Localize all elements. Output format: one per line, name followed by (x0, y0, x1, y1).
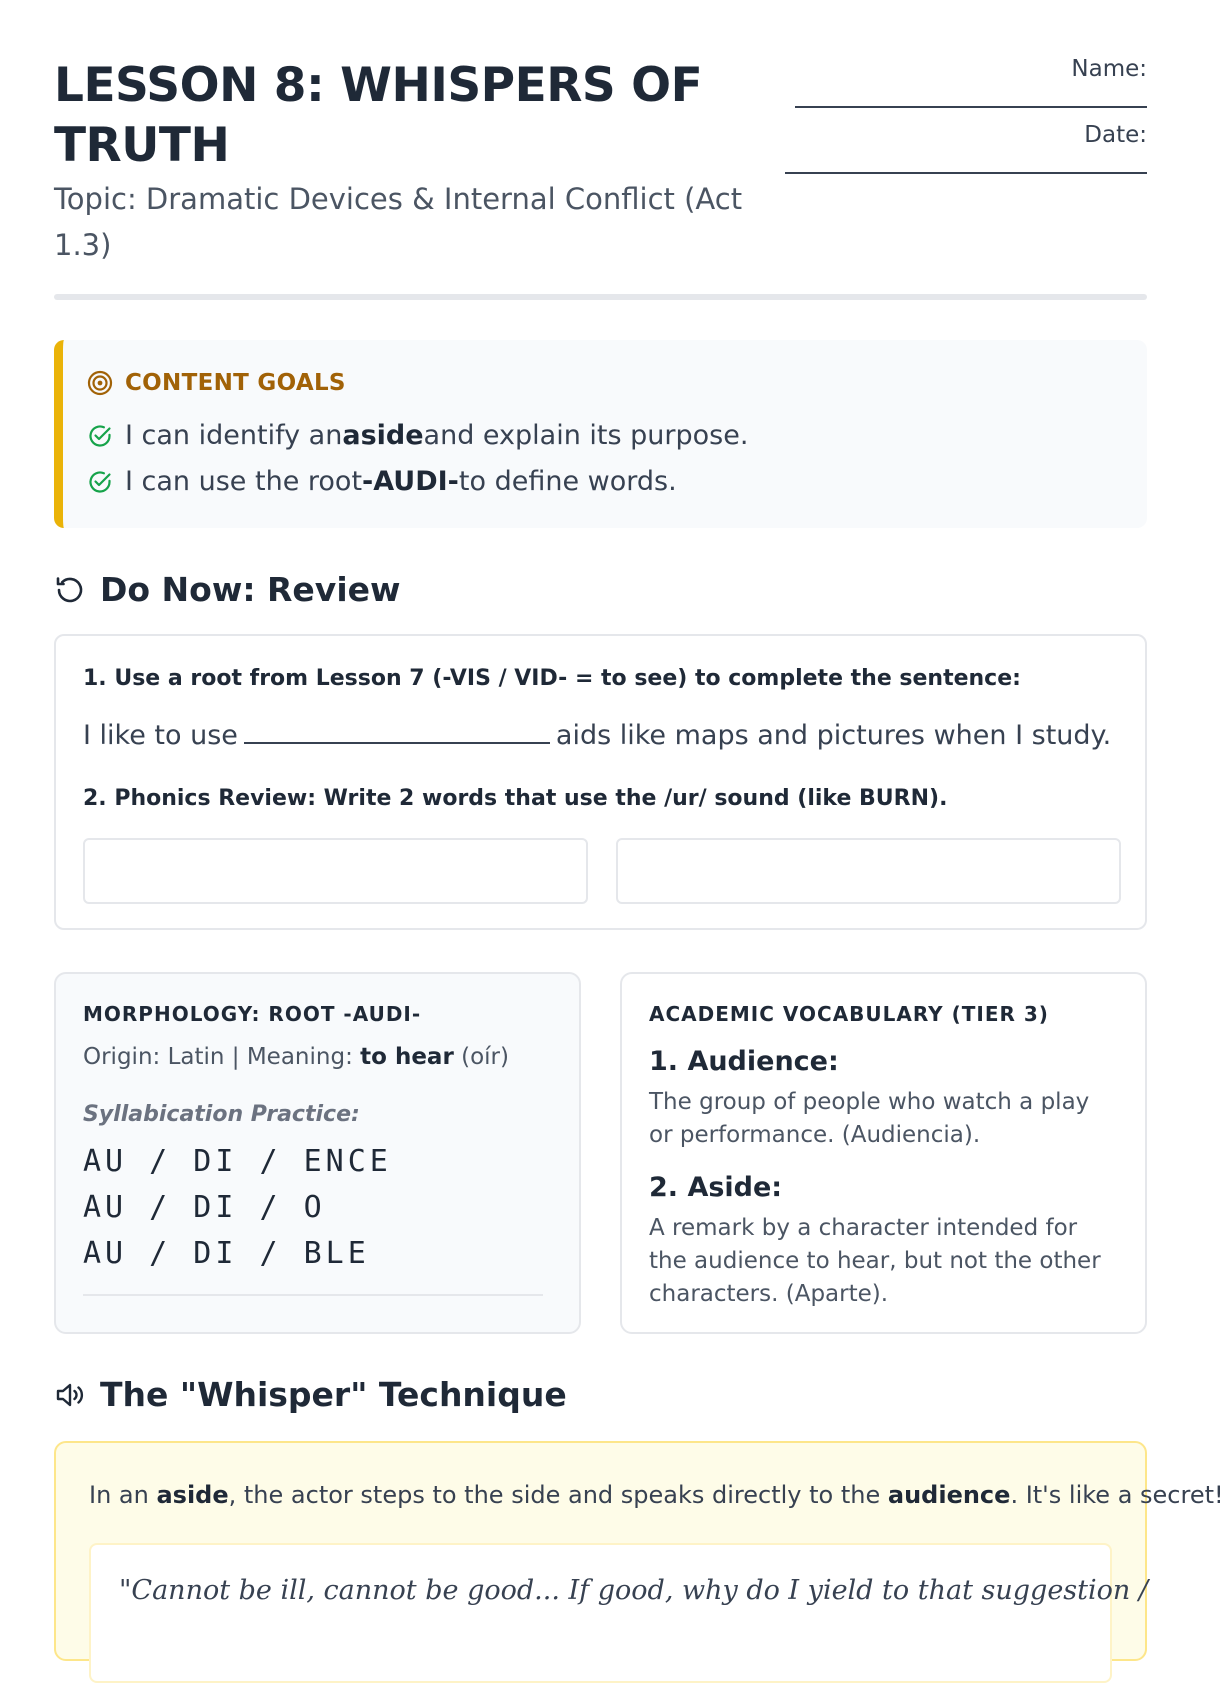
quote-box (89, 1543, 1148, 1683)
morphology-heading: MORPHOLOGY: ROOT -AUDI- (83, 1002, 422, 1026)
vocabulary-card (620, 972, 1147, 1334)
refresh-icon (54, 574, 86, 606)
morphology-card (54, 972, 581, 1334)
header-divider (54, 294, 1147, 300)
date-line[interactable] (785, 172, 1147, 174)
content-goals-title: CONTENT GOALS (125, 370, 346, 396)
goal-text: I can identify anasideand explain its purpose. (125, 420, 749, 451)
student-info (777, 56, 1147, 188)
do-now-heading (54, 570, 401, 609)
fill-in-blank[interactable] (244, 720, 550, 744)
content-goals-heading (87, 370, 346, 396)
worksheet-header (54, 50, 1147, 300)
speaker-icon (54, 1379, 86, 1411)
goal-item (87, 420, 748, 451)
date-label: Date: (1084, 122, 1147, 148)
page-title: LESSON 8: WHISPERS OF TRUTH (54, 58, 703, 173)
syllable-line: AU / DI / BLE (83, 1236, 370, 1271)
fill-in-sentence: I like to use aids like maps and pictures when I study. (83, 720, 1112, 751)
vocab-term: 2. Aside: (649, 1172, 783, 1203)
morphology-divider (83, 1294, 543, 1296)
question-2: 2. Phonics Review: Write 2 words that use the /ur/ sound (like BURN). (83, 786, 948, 811)
question-1: 1. Use a root from Lesson 7 (-VIS / VID- = to see) to complete the sentence: (83, 666, 1021, 691)
name-label: Name: (1071, 56, 1147, 82)
whisper-intro: In an aside, the actor steps to the side and speaks directly to the audience. It's like a secret! (89, 1481, 1224, 1509)
content-goals-box (54, 340, 1147, 528)
vocabulary-heading: ACADEMIC VOCABULARY (TIER 3) (649, 1002, 1049, 1026)
syllable-line: AU / DI / O (83, 1190, 326, 1225)
worksheet-page (54, 0, 1224, 1606)
whisper-box (54, 1441, 1224, 1661)
syllabication-label: Syllabication Practice: (83, 1102, 360, 1127)
target-icon (87, 370, 113, 396)
root-origin: Origin: Latin | Meaning: to hear (oír) (83, 1044, 509, 1070)
play-quote: "Cannot be ill, cannot be good... If good, why do I yield to that suggestion / (119, 1575, 1148, 1606)
answer-box-2[interactable] (616, 838, 1121, 904)
name-line[interactable] (795, 106, 1147, 108)
answer-box-1[interactable] (83, 838, 588, 904)
goal-text: I can use the root-AUDI-to define words. (125, 466, 677, 497)
do-now-card (54, 634, 1147, 930)
check-circle-icon (87, 469, 113, 495)
vocab-definition: The group of people who watch a play or performance. (Audiencia). (649, 1089, 1090, 1148)
vocab-term: 1. Audience: (649, 1046, 839, 1077)
do-now-title: Do Now: Review (100, 570, 401, 609)
vocab-definition: A remark by a character intended for the audience to hear, but not the other characters. (Aparte). (649, 1215, 1101, 1307)
date-row (777, 122, 1147, 188)
whisper-heading (54, 1375, 567, 1414)
goal-item (87, 466, 677, 497)
name-row (777, 56, 1147, 122)
page-topic: Topic: Dramatic Devices & Internal Conflict (Act 1.3) (54, 182, 743, 262)
syllable-line: AU / DI / ENCE (83, 1144, 392, 1179)
whisper-title: The "Whisper" Technique (100, 1375, 567, 1414)
check-circle-icon (87, 423, 113, 449)
